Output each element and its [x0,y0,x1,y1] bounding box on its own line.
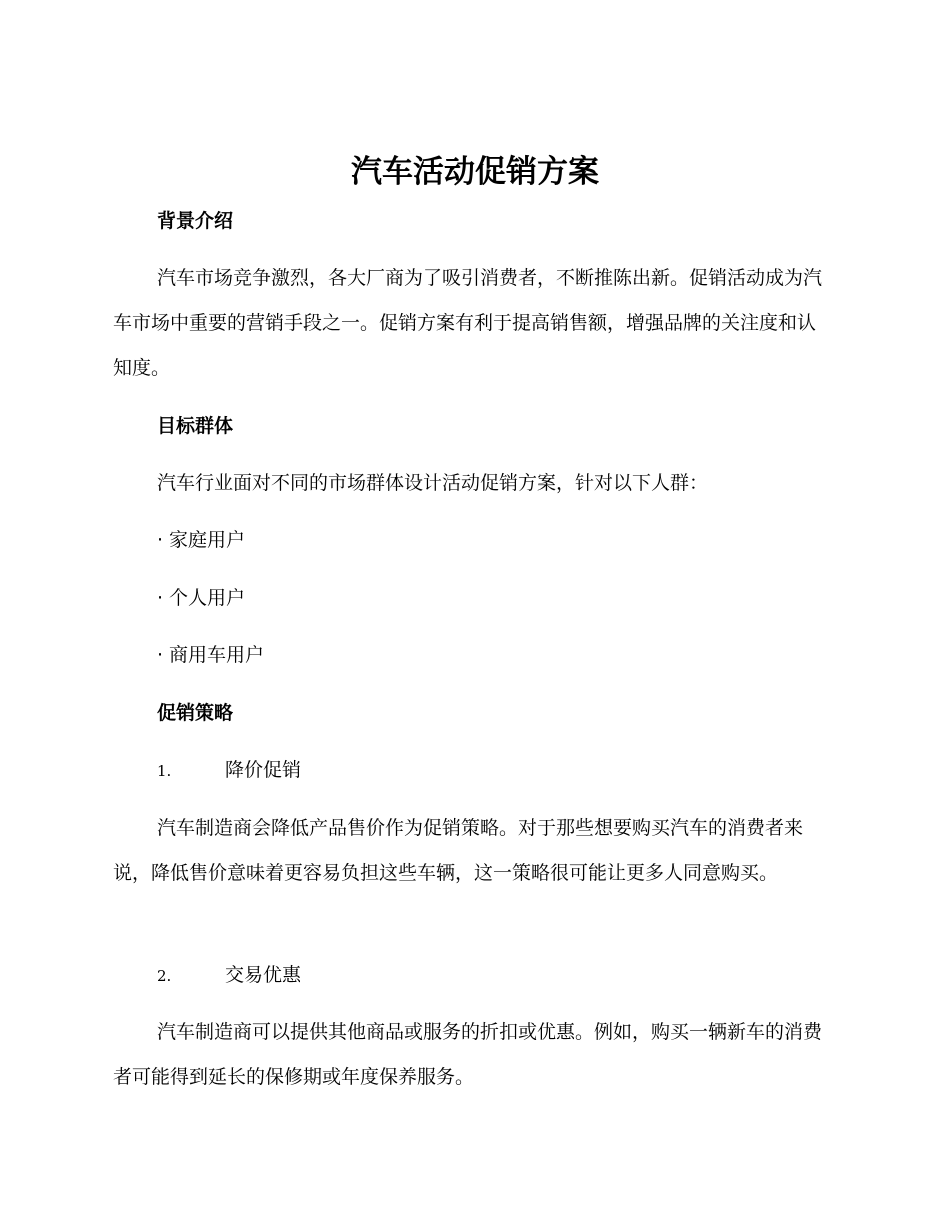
list-item-label: 个人用户 [169,587,246,609]
list-item-label: 商用车用户 [169,644,265,666]
section-heading-background: 背景介绍 [157,210,234,232]
background-paragraph: 汽车市场竞争激烈，各大厂商为了吸引消费者，不断推陈出新。促销活动成为汽车市场中重要的营销手段之一。促销方案有利于提高销售额，增强品牌的关注度和认知度。 [113,267,823,379]
bullet-icon: · [157,644,164,666]
list-item [157,584,245,612]
list-item [157,641,264,669]
target-intro: 汽车行业面对不同的市场群体设计活动促销方案，针对以下人群： [157,472,709,494]
strategy-label: 降价促销 [225,759,302,781]
strategy-paragraph: 汽车制造商可以提供其他商品或服务的折扣或优惠。例如，购买一辆新车的消费者可能得到延长的保修期或年度保养服务。 [113,1021,823,1088]
section-heading-target: 目标群体 [157,415,234,437]
strategy-paragraph: 汽车制造商会降低产品售价作为促销策略。对于那些想要购买汽车的消费者来说，降低售价意味着更容易负担这些车辆，这一策略很可能让更多人同意购买。 [113,817,804,884]
section-heading-strategy: 促销策略 [157,702,234,724]
list-item-label: 家庭用户 [169,529,246,551]
list-number: 2. [157,967,172,985]
bullet-icon: · [157,587,164,609]
document-title: 汽车活动促销方案 [351,154,599,190]
list-item [157,526,245,554]
list-number: 1. [157,762,172,780]
strategy-label: 交易优惠 [225,964,302,986]
bullet-icon: · [157,529,164,551]
